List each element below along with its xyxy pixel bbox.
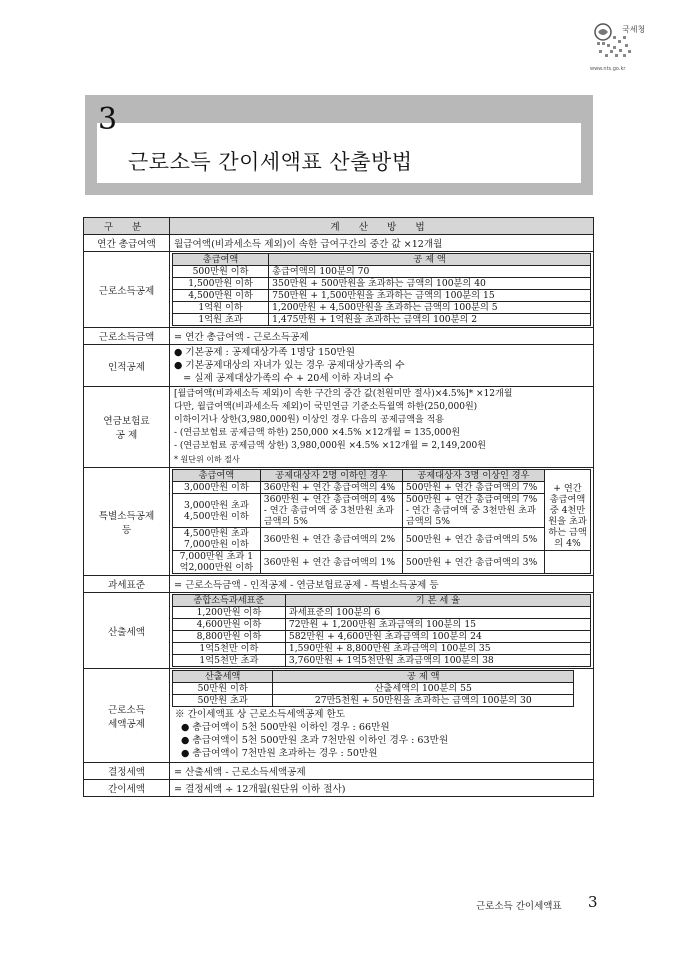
subheader: 산출세액 — [173, 671, 273, 683]
cell: 3,000만원 이하 — [173, 482, 261, 494]
row-simple-tax — [84, 780, 594, 797]
table-row — [173, 643, 591, 655]
table-row — [173, 607, 591, 619]
row-text: = 결정세액 ÷ 12개월(원단위 이하 절사) — [170, 780, 594, 797]
table-row — [173, 551, 591, 574]
text-line: ● 기본공제 : 공제대상가족 1명당 150만원 — [174, 347, 356, 358]
tax-rate-subtable — [172, 594, 591, 667]
row-label: 근로소득금액 — [84, 328, 170, 345]
row-label: 산출세액 — [84, 593, 170, 669]
chapter-number: 3 — [98, 102, 118, 137]
cell: 3,760만원 + 1억5천만원 초과금액의 100분의 38 — [285, 655, 590, 667]
subheader: 공 제 액 — [269, 254, 591, 266]
text-line: - (연금보험료 공제금액 하한) 250,000 ×4.5% ×12개월 = 135,000원 — [174, 428, 461, 438]
cell: 360만원 + 연간 총급여액의 4% - 연간 총급여액 중 3천만원 초과 금액의 5% — [260, 494, 402, 528]
cell: 과세표준의 100분의 6 — [285, 607, 590, 619]
row-label: 공 제 — [115, 430, 138, 441]
cell: 27만5천원 + 50만원을 초과하는 금액의 100분의 30 — [273, 695, 574, 707]
text-line: ● 총급여액이 5천 500만원 초과 7천만원 이하인 경우 : 63만원 — [181, 735, 449, 746]
row-special-deduction — [84, 468, 594, 576]
row-text: 월급여액(비과세소득 제외)이 속한 급여구간의 중간 값 ×12개월 — [170, 235, 594, 252]
table-row — [173, 278, 591, 290]
table-header-row — [84, 218, 594, 235]
sparkle-icon: ✦ — [118, 124, 132, 143]
header-method: 계 산 방 법 — [170, 218, 594, 235]
subheader: 종합소득과세표준 — [173, 595, 286, 607]
cell: 500만원 + 연간 총급여액의 3% — [402, 551, 544, 574]
row-label: 근로소득 — [107, 704, 146, 716]
cell: 산출세액의 100분의 55 — [273, 683, 574, 695]
cell: 1,200만원 + 4,500만원을 초과하는 금액의 100분의 5 — [269, 302, 591, 314]
cell: 1,200만원 이하 — [173, 607, 286, 619]
text-line: - (연금보험료 공제금액 상한) 3,980,000원 ×4.5% ×12개월 = 2,149,200원 — [174, 441, 486, 451]
row-total-pay — [84, 235, 594, 252]
row-pension-deduction — [84, 387, 594, 468]
table-row — [173, 619, 591, 631]
subheader: 기 본 세 율 — [285, 595, 590, 607]
text-line: ● 기본공제대상의 자녀가 있는 경우 공제대상가족의 수 — [174, 360, 405, 371]
row-employment-deduction — [84, 252, 594, 328]
text-line: 다만, 월급여액(비과세소득 제외)이 국민연금 기준소득월액 하한(250,000원) — [174, 402, 478, 412]
cell: 360만원 + 연간 총급여액의 2% — [260, 528, 402, 551]
table-row — [173, 302, 591, 314]
cell: 1억원 이하 — [173, 302, 269, 314]
row-label: 특별소득공제 — [98, 510, 155, 522]
cell: 360만원 + 연간 총급여액의 4% — [260, 482, 402, 494]
table-row — [173, 314, 591, 326]
cell: 1,500만원 이하 — [173, 278, 269, 290]
table-row — [173, 482, 591, 494]
text-line: ● 총급여액이 5천 500만원 이하인 경우 : 66만원 — [181, 722, 390, 733]
table-row — [173, 290, 591, 302]
cell: 1,590만원 + 8,800만원 초과금액의 100분의 35 — [285, 643, 590, 655]
table-row — [173, 266, 591, 278]
cell: 500만원 + 연간 총급여액의 7% — [402, 482, 544, 494]
subheader: 공제대상자 2명 이하인 경우 — [260, 470, 402, 482]
row-personal-deduction — [84, 345, 594, 387]
cell: 4,500만원 초과 7,000만원 이하 — [173, 528, 261, 551]
deduction-subtable — [172, 253, 591, 326]
subheader: 공제대상자 3명 이상인 경우 — [402, 470, 544, 482]
subheader: 공 제 액 — [273, 671, 574, 683]
table-row — [173, 631, 591, 643]
row-label: 근로소득공제 — [84, 252, 170, 328]
cell: 500만원 + 연간 총급여액의 5% — [402, 528, 544, 551]
row-tax-credit — [84, 669, 594, 763]
table-row — [173, 655, 591, 667]
row-text: = 근로소득금액 - 인적공제 - 연금보험료공제 - 특별소득공제 등 — [170, 576, 594, 593]
table-row — [173, 528, 591, 551]
row-label: 연간 총급여액 — [84, 235, 170, 252]
chapter-header — [85, 95, 593, 195]
text-line: [월급여액(비과세소득 제외)이 속한 구간의 중간 값(천원미만 절사)×4.5%]* ×12개월 — [174, 389, 513, 399]
subheader: 총급여액 — [173, 470, 261, 482]
text-line: 이하이거나 상한(3,980,000원) 이상인 경우 다음의 공제금액을 적용 — [174, 415, 444, 425]
cell: 582만원 + 4,600만원 초과금액의 100분의 24 — [285, 631, 590, 643]
cell: 1억5천만 초과 — [173, 655, 286, 667]
page-number: 3 — [588, 893, 598, 911]
row-label: 결정세액 — [84, 763, 170, 780]
cell: 1,475만원 + 1억원을 초과하는 금액의 100분의 2 — [269, 314, 591, 326]
text-line: = 실제 공제대상가족의 수 + 20세 이하 자녀의 수 — [174, 373, 394, 384]
row-calculated-tax — [84, 593, 594, 669]
cell: 4,500만원 이하 — [173, 290, 269, 302]
row-label: 연금보험료 — [103, 416, 150, 427]
row-label: 인적공제 — [84, 345, 170, 387]
cell: 총급여액의 100분의 70 — [269, 266, 591, 278]
cell: 3,000만원 초과 4,500만원 이하 — [173, 494, 261, 528]
footer-title: 근로소득 간이세액표 — [476, 901, 562, 912]
cell: 500만원 + 연간 총급여액의 7% - 연간 총급여액 중 3천만원 초과 금액의 5% — [402, 494, 544, 528]
table-row — [173, 695, 574, 707]
text-line: ● 총급여액이 7천만원 초과하는 경우 : 50만원 — [181, 748, 378, 759]
row-text: = 산출세액 - 근로소득세액공제 — [170, 763, 594, 780]
logo-text: 국세청 — [622, 25, 646, 34]
row-employment-income — [84, 328, 594, 345]
table-row — [173, 683, 574, 695]
side-note: + 연간 총급여액 중 4천만원을 초과하는 금액의 4% — [544, 482, 590, 551]
cell: 500만원 이하 — [173, 266, 269, 278]
cell: 50만원 이하 — [173, 683, 273, 695]
cell: 350만원 + 500만원을 초과하는 금액의 100분의 40 — [269, 278, 591, 290]
cell: 72만원 + 1,200만원 초과금액의 100분의 15 — [285, 619, 590, 631]
chapter-title: 근로소득 간이세액표 산출방법 — [128, 150, 413, 174]
cell: 8,800만원 이하 — [173, 631, 286, 643]
header-category: 구 분 — [84, 218, 170, 235]
calculation-table — [83, 217, 594, 797]
credit-subtable — [172, 670, 574, 707]
row-tax-base — [84, 576, 594, 593]
logo-url-text: www.nts.go.kr — [590, 66, 626, 72]
row-label: 세액공제 — [107, 718, 146, 730]
row-final-tax — [84, 763, 594, 780]
special-subtable — [172, 469, 591, 574]
cell: 1억5천만 이하 — [173, 643, 286, 655]
row-label: 과세표준 — [84, 576, 170, 593]
cell: 50만원 초과 — [173, 695, 273, 707]
text-line: ※ 간이세액표 상 근로소득세액공제 한도 — [175, 709, 346, 720]
cell: 7,000만원 초과 1억2,000만원 이하 — [173, 551, 261, 574]
text-line: * 원단위 이하 절사 — [174, 455, 240, 464]
cell: 360만원 + 연간 총급여액의 1% — [260, 551, 402, 574]
row-label: 등 — [121, 524, 132, 536]
row-label: 간이세액 — [84, 780, 170, 797]
cell: 750만원 + 1,500만원을 초과하는 금액의 100분의 15 — [269, 290, 591, 302]
cell: 4,600만원 이하 — [173, 619, 286, 631]
subheader: 총급여액 — [173, 254, 269, 266]
table-row — [173, 494, 591, 528]
row-text: = 연간 총급여액 - 근로소득공제 — [170, 328, 594, 345]
cell: 1억원 초과 — [173, 314, 269, 326]
